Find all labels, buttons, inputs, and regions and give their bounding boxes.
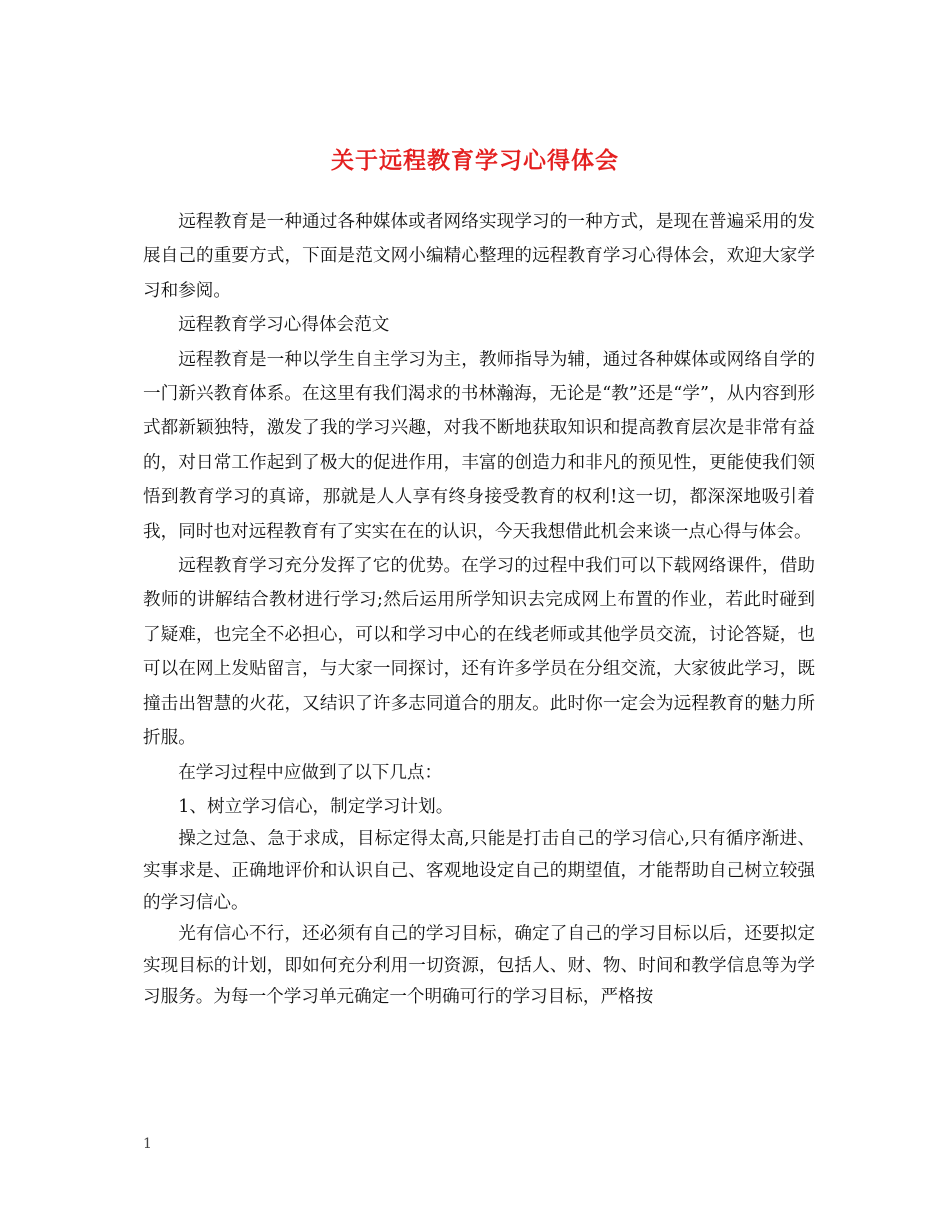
section-heading: 远程教育学习心得体会范文	[178, 315, 390, 336]
list-intro: 在学习过程中应做到了以下几点：	[178, 762, 443, 783]
document-body	[143, 205, 815, 1014]
intro-paragraph: 远程教育是一种通过各种媒体或者网络实现学习的一种方式，是现在普遍采用的发展自己的重要方式，下面是范文网小编精心整理的远程教育学习心得体会，欢迎大家学习和参阅。	[143, 212, 815, 301]
body-paragraph: 光有信心不行，还必须有自己的学习目标，确定了自己的学习目标以后，还要拟定实现目标的计划，即如何充分利用一切资源，包括人、财、物、时间和教学信息等为学习服务。为每一个学习单元确定一个明确可行的学习目标，严格按	[143, 924, 815, 1008]
body-paragraph: 远程教育是一种以学生自主学习为主，教师指导为辅，通过各种媒体或网络自学的一门新兴教育体系。在这里有我们渴求的书林瀚海，无论是“教”还是“学”，从内容到形式都新颖独特，激发了我的学习兴趣，对我不断地获取知识和提高教育层次是非常有益的，对日常工作起到了极大的促进作用，丰富的创造力和非凡的预见性，更能使我们领悟到教育学习的真谛，那就是人人享有终身接受教育的权利!这一切，都深深地吸引着我，同时也对远程教育有了实实在在的认识，今天我想借此机会来谈一点心得与体会。	[143, 349, 815, 542]
body-paragraph: 远程教育学习充分发挥了它的优势。在学习的过程中我们可以下载网络课件，借助教师的讲解结合教材进行学习;然后运用所学知识去完成网上布置的作业，若此时碰到了疑难，也完全不必担心，可以和学习中心的在线老师或其他学员交流，讨论答疑，也可以在网上发贴留言，与大家一同探讨，还有许多学员在分组交流，大家彼此学习，既撞击出智慧的火花，又结识了许多志同道合的朋友。此时你一定会为远程教育的魅力所折服。	[143, 556, 815, 749]
page-number: 1	[143, 1136, 152, 1152]
document-title: 关于远程教育学习心得体会	[331, 147, 619, 175]
body-paragraph: 操之过急、急于求成，目标定得太高,只能是打击自己的学习信心,只有循序渐进、实事求是、正确地评价和认识自己、客观地设定自己的期望值，才能帮助自己树立较强的学习信心。	[143, 829, 815, 913]
list-item: 1、树立学习信心，制定学习计划。	[178, 796, 454, 817]
